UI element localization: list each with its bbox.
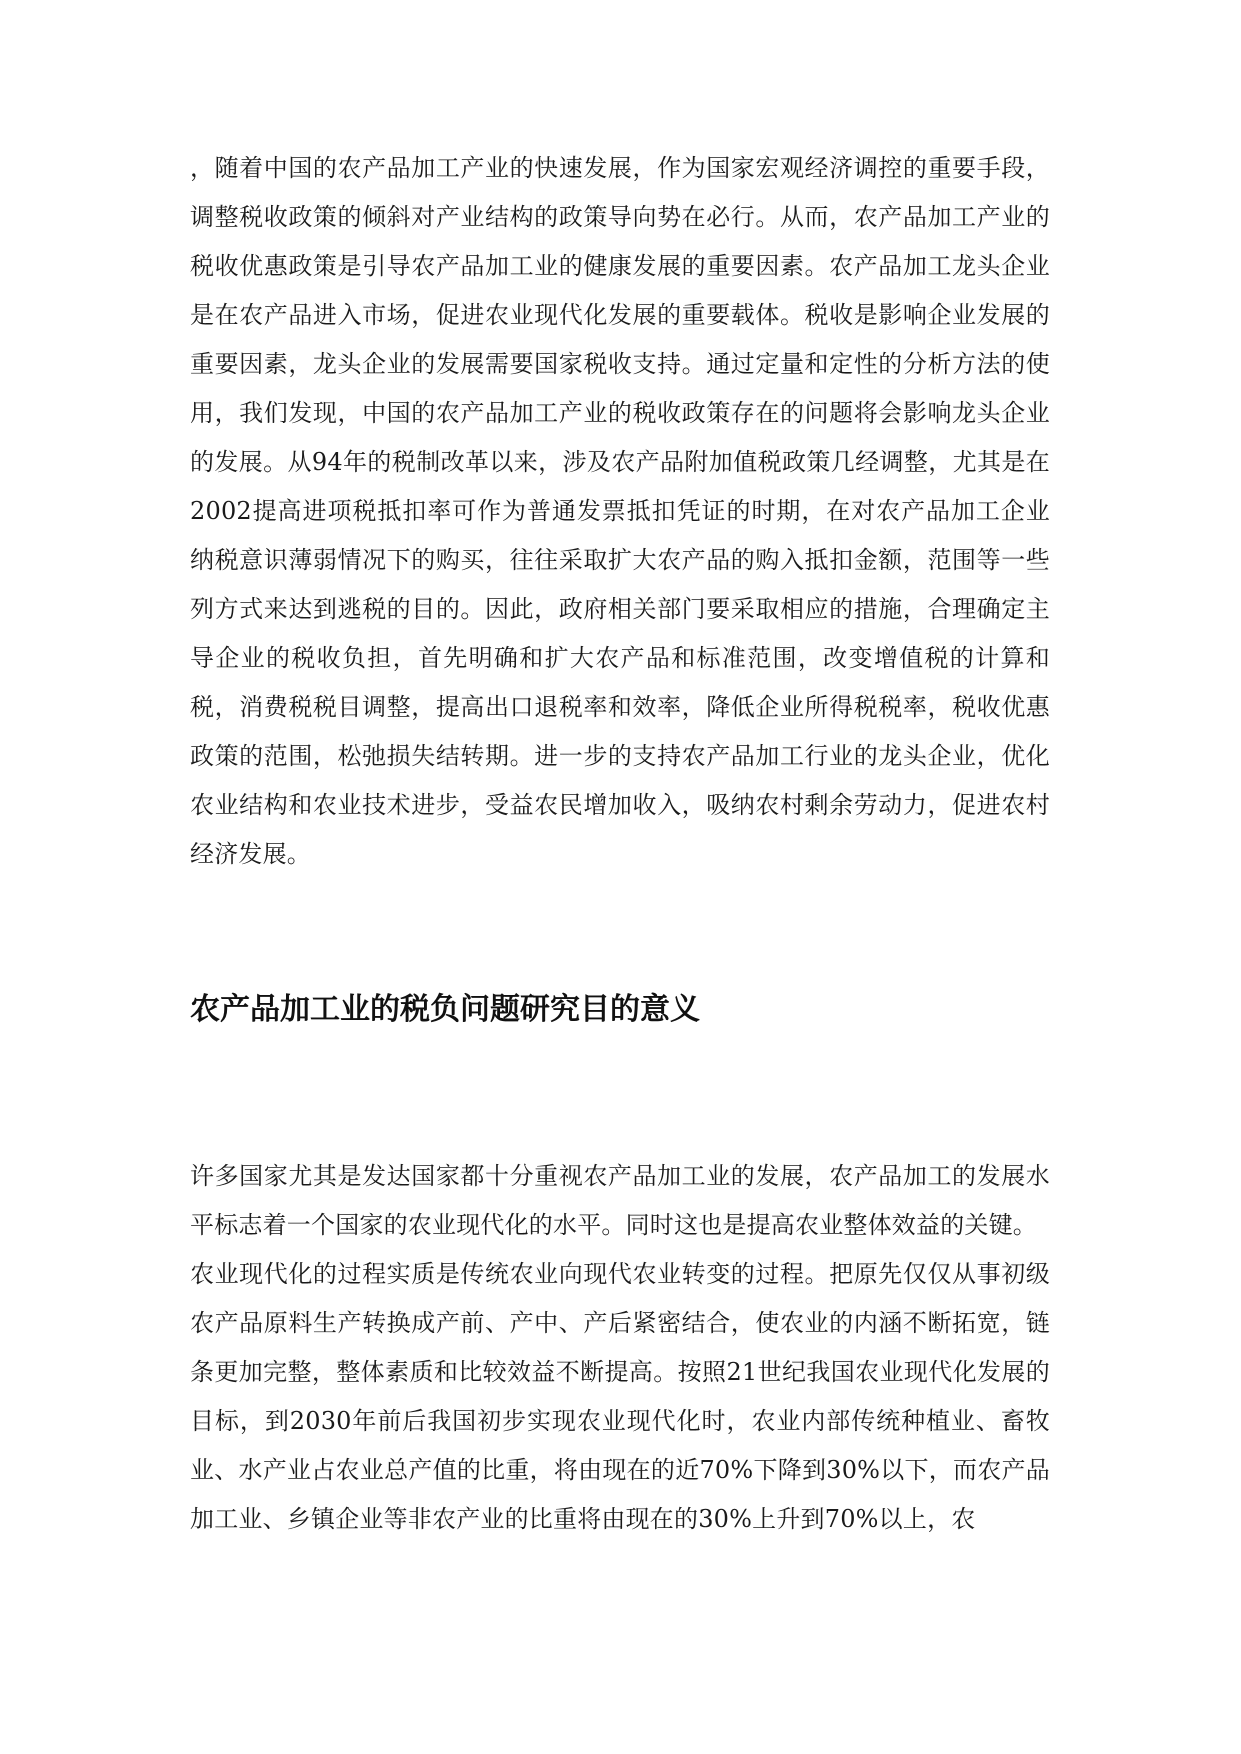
- section-heading: 农产品加工业的税负问题研究目的意义: [190, 992, 700, 1027]
- body-paragraph-modernization: 农业现代化的过程实质是传统农业向现代农业转变的过程。把原先仅仅从事初级农产品原料生产转换成产前、产中、产后紧密结合，使农业的内涵不断拓宽，链条更加完整，整体素质和比较效益不断提高。按照21世纪我国农业现代化发展的目标，到2030年前后我国初步实现农业现代化时，农业内部传统种植业、畜牧业、水产业占农业总产值的比重，将由现在的近70%下降到30%以下，而农产品加工业、乡镇企业等非农产业的比重将由现在的30%上升到70%以上，农: [190, 1260, 1050, 1533]
- section-body: [190, 1152, 1050, 1544]
- body-paragraph-importance: 许多国家尤其是发达国家都十分重视农产品加工业的发展，农产品加工的发展水平标志着一个国家的农业现代化的水平。同时这也是提高农业整体效益的关键。: [190, 1162, 1050, 1239]
- body-paragraph-intro: ，随着中国的农产品加工产业的快速发展，作为国家宏观经济调控的重要手段，调整税收政策的倾斜对产业结构的政策导向势在必行。从而，农产品加工产业的税收优惠政策是引导农产品加工业的健康发展的重要因素。农产品加工龙头企业是在农产品进入市场，促进农业现代化发展的重要载体。税收是影响企业发展的重要因素，龙头企业的发展需要国家税收支持。通过定量和定性的分析方法的使用，我们发现，中国的农产品加工产业的税收政策存在的问题将会影响龙头企业的发展。从94年的税制改革以来，涉及农产品附加值税政策几经调整，尤其是在2002提高进项税抵扣率可作为普通发票抵扣凭证的时期，在对农产品加工企业纳税意识薄弱情况下的购买，往往采取扩大农产品的购入抵扣金额，范围等一些列方式来达到逃税的目的。因此，政府相关部门要采取相应的措施，合理确定主导企业的税收负担，首先明确和扩大农产品和标准范围，改变增值税的计算和税，消费税税目调整，提高出口退税率和效率，降低企业所得税税率，税收优惠政策的范围，松弛损失结转期。进一步的支持农产品加工行业的龙头企业，优化农业结构和农业技术进步，受益农民增加收入，吸纳农村剩余劳动力，促进农村经济发展。: [190, 154, 1050, 868]
